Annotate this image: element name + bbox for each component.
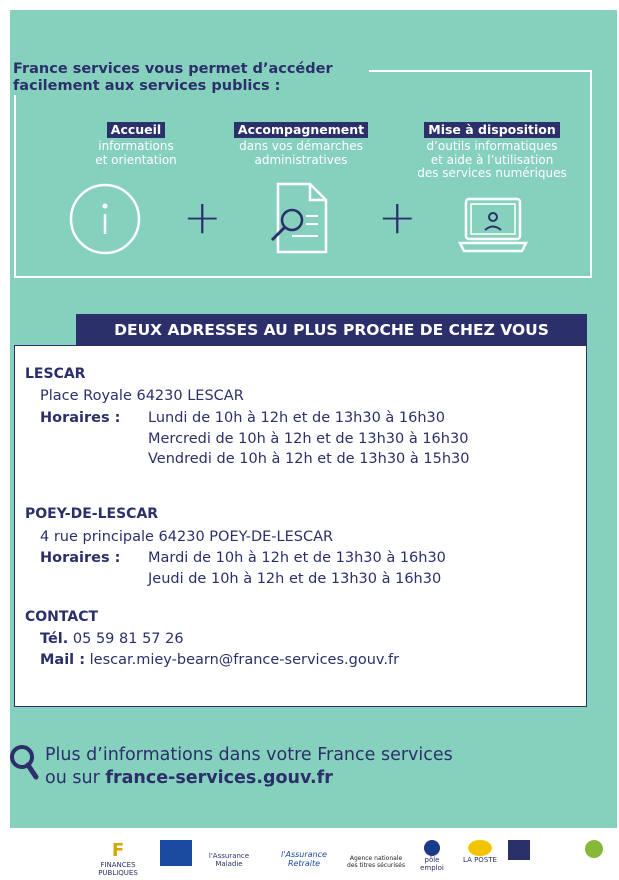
lescar-hours-2: Mercredi de 10h à 12h et de 13h30 à 16h30 (148, 431, 469, 447)
more-info-prefix: ou sur (45, 768, 106, 788)
poey-hours-label: Horaires : (40, 550, 121, 566)
search-icon (9, 744, 39, 780)
document-search-icon (268, 180, 334, 256)
service-desc: dans vos démarches administratives (239, 139, 363, 167)
info-icon (68, 182, 142, 256)
plus-sign-2: + (378, 190, 417, 244)
address-header: DEUX ADRESSES AU PLUS PROCHE DE CHEZ VOUS (76, 314, 587, 346)
website-link[interactable]: france-services.gouv.fr (105, 768, 333, 788)
intro-title-line1: France services vous permet d’accéder (13, 61, 333, 77)
mail-label: Mail : (40, 652, 86, 668)
partner-name: LA POSTE (463, 856, 497, 864)
service-desc: d’outils informatiques et aide à l’utilisation des services numériques (417, 139, 567, 180)
service-desc: informations et orientation (95, 139, 177, 167)
service-mise-a-disposition (398, 119, 586, 181)
ants-logo: Agence nationale des titres sécurisés (347, 855, 405, 869)
more-info-line2 (45, 767, 453, 790)
plus-sign-1: + (183, 190, 222, 244)
lescar-hours-label: Horaires : (40, 410, 121, 426)
partner-name: pôle emploi (420, 856, 444, 872)
tel-value[interactable]: 05 59 81 57 26 (72, 631, 184, 647)
contact-tel (40, 631, 184, 647)
intro-title (13, 61, 369, 95)
mail-link[interactable]: lescar.miey-bearn@france-services.gouv.fr (89, 652, 400, 668)
more-info-line1: Plus d’informations dans votre France services (45, 745, 453, 765)
info-jeunesse-logo (582, 840, 606, 858)
partner-name: FINANCES PUBLIQUES (98, 861, 138, 877)
city-poey: POEY-DE-LESCAR (25, 506, 159, 522)
service-accueil (66, 119, 206, 167)
assurance-retraite-logo: l'Assurance Retraite (281, 850, 327, 868)
more-info (45, 744, 453, 790)
intro-title-line2: facilement aux services publics : (13, 78, 281, 94)
poey-hours-1: Mardi de 10h à 12h et de 13h30 à 16h30 (148, 550, 446, 566)
service-title: Accueil (107, 122, 165, 138)
service-title: Mise à disposition (424, 122, 559, 138)
msa-logo (508, 840, 530, 860)
tel-label: Tél. (40, 631, 69, 647)
la-poste-logo (460, 840, 500, 864)
contact-title: CONTACT (25, 609, 99, 625)
lescar-address: Place Royale 64230 LESCAR (40, 388, 244, 404)
frame-top-line (362, 70, 590, 72)
finances-publiques-logo: F FINANCES PUBLIQUES (88, 840, 148, 877)
service-title: Accompagnement (234, 122, 368, 138)
contact-mail (40, 652, 399, 668)
assurance-maladie-logo: l'Assurance Maladie (208, 852, 250, 868)
caf-logo (160, 840, 192, 866)
lescar-hours-1: Lundi de 10h à 12h et de 13h30 à 16h30 (148, 410, 446, 426)
laptop-icon (458, 196, 528, 254)
poey-hours-2: Jeudi de 10h à 12h et de 13h30 à 16h30 (148, 571, 442, 587)
service-accompagnement (218, 119, 384, 167)
city-lescar: LESCAR (25, 366, 86, 382)
poey-address: 4 rue principale 64230 POEY-DE-LESCAR (40, 529, 334, 545)
lescar-hours-3: Vendredi de 10h à 12h et de 13h30 à 15h30 (148, 451, 470, 467)
pole-emploi-logo (412, 840, 452, 872)
